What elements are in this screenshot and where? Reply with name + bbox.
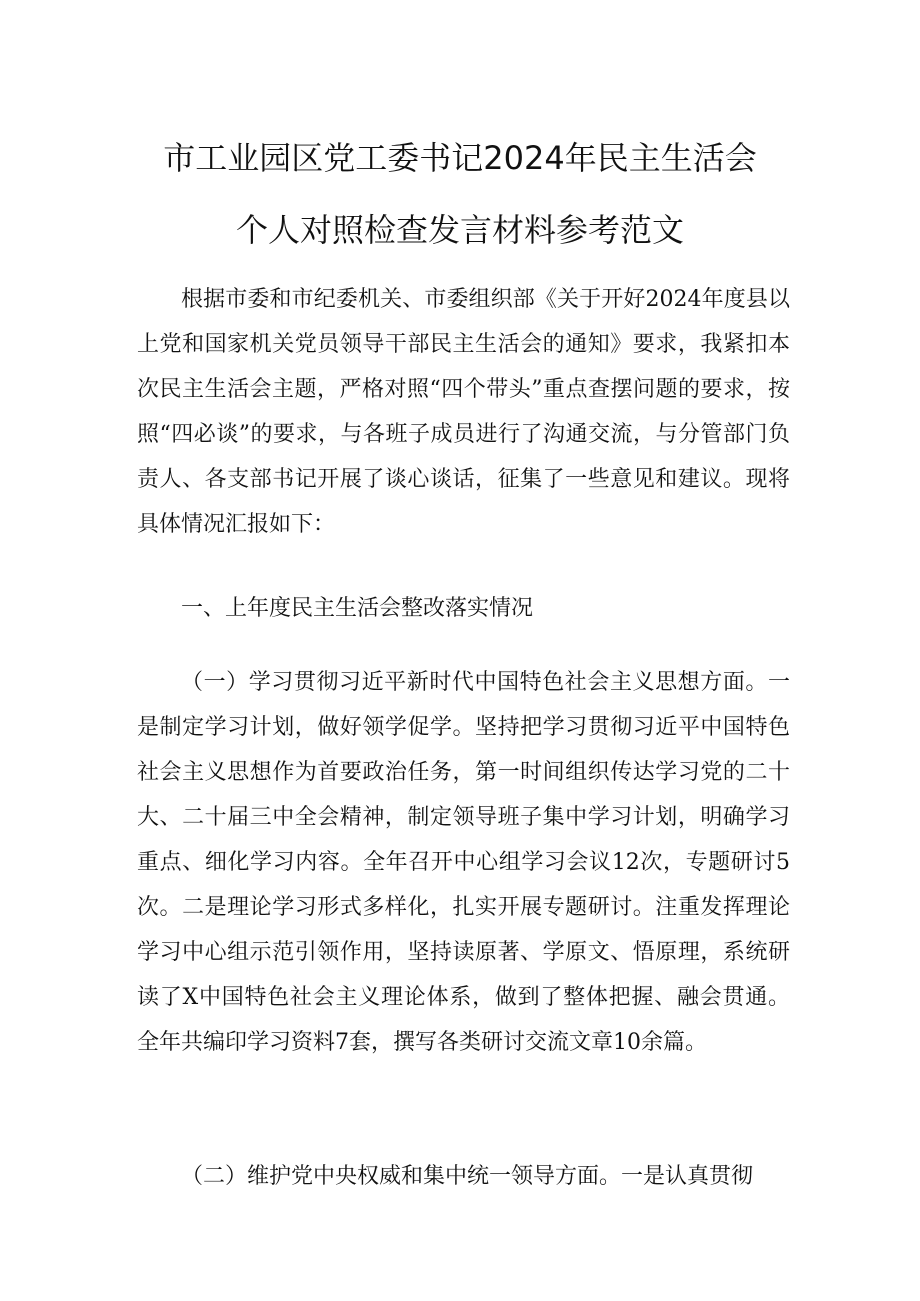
document-title-line-2: 个人对照检查发言材料参考范文 [235, 211, 684, 249]
section-1-paragraph-2: （二）维护党中央权威和集中统一领导方面。一是认真贯彻 [181, 1164, 754, 1189]
document-title-line-1: 市工业园区党工委书记2024年民主生活会 [163, 139, 757, 177]
section-1-paragraph-1: （一）学习贯彻习近平新时代中国特色社会主义思想方面。一是制定学习计划，做好领学促学。坚持把学习贯彻习近平中国特色社会主义思想作为首要政治任务，第一时间组织传达学习党的二十大、二十届三中全会精神，制定领导班子集中学习计划，明确学习重点、细化学习内容。全年召开中心组学习会议12次，专题研讨5次。二是理论学习形式多样化，扎实开展专题研讨。注重发挥理论学习中心组示范引领作用，坚持读原著、学原文、悟原理，系统研读了X中国特色社会主义理论体系，做到了整体把握、融会贯通。全年共编印学习资料7套，撰写各类研讨交流文章10余篇。 [137, 670, 790, 1055]
intro-paragraph: 根据市委和市纪委机关、市委组织部《关于开好2024年度县以上党和国家机关党员领导干部民主生活会的通知》要求，我紧扣本次民主生活会主题，严格对照“四个带头”重点查摆问题的要求，按照“四必谈”的要求，与各班子成员进行了沟通交流，与分管部门负责人、各支部书记开展了谈心谈话，征集了一些意见和建议。现将具体情况汇报如下： [137, 287, 790, 537]
section-heading-1: 一、上年度民主生活会整改落实情况 [181, 596, 534, 621]
